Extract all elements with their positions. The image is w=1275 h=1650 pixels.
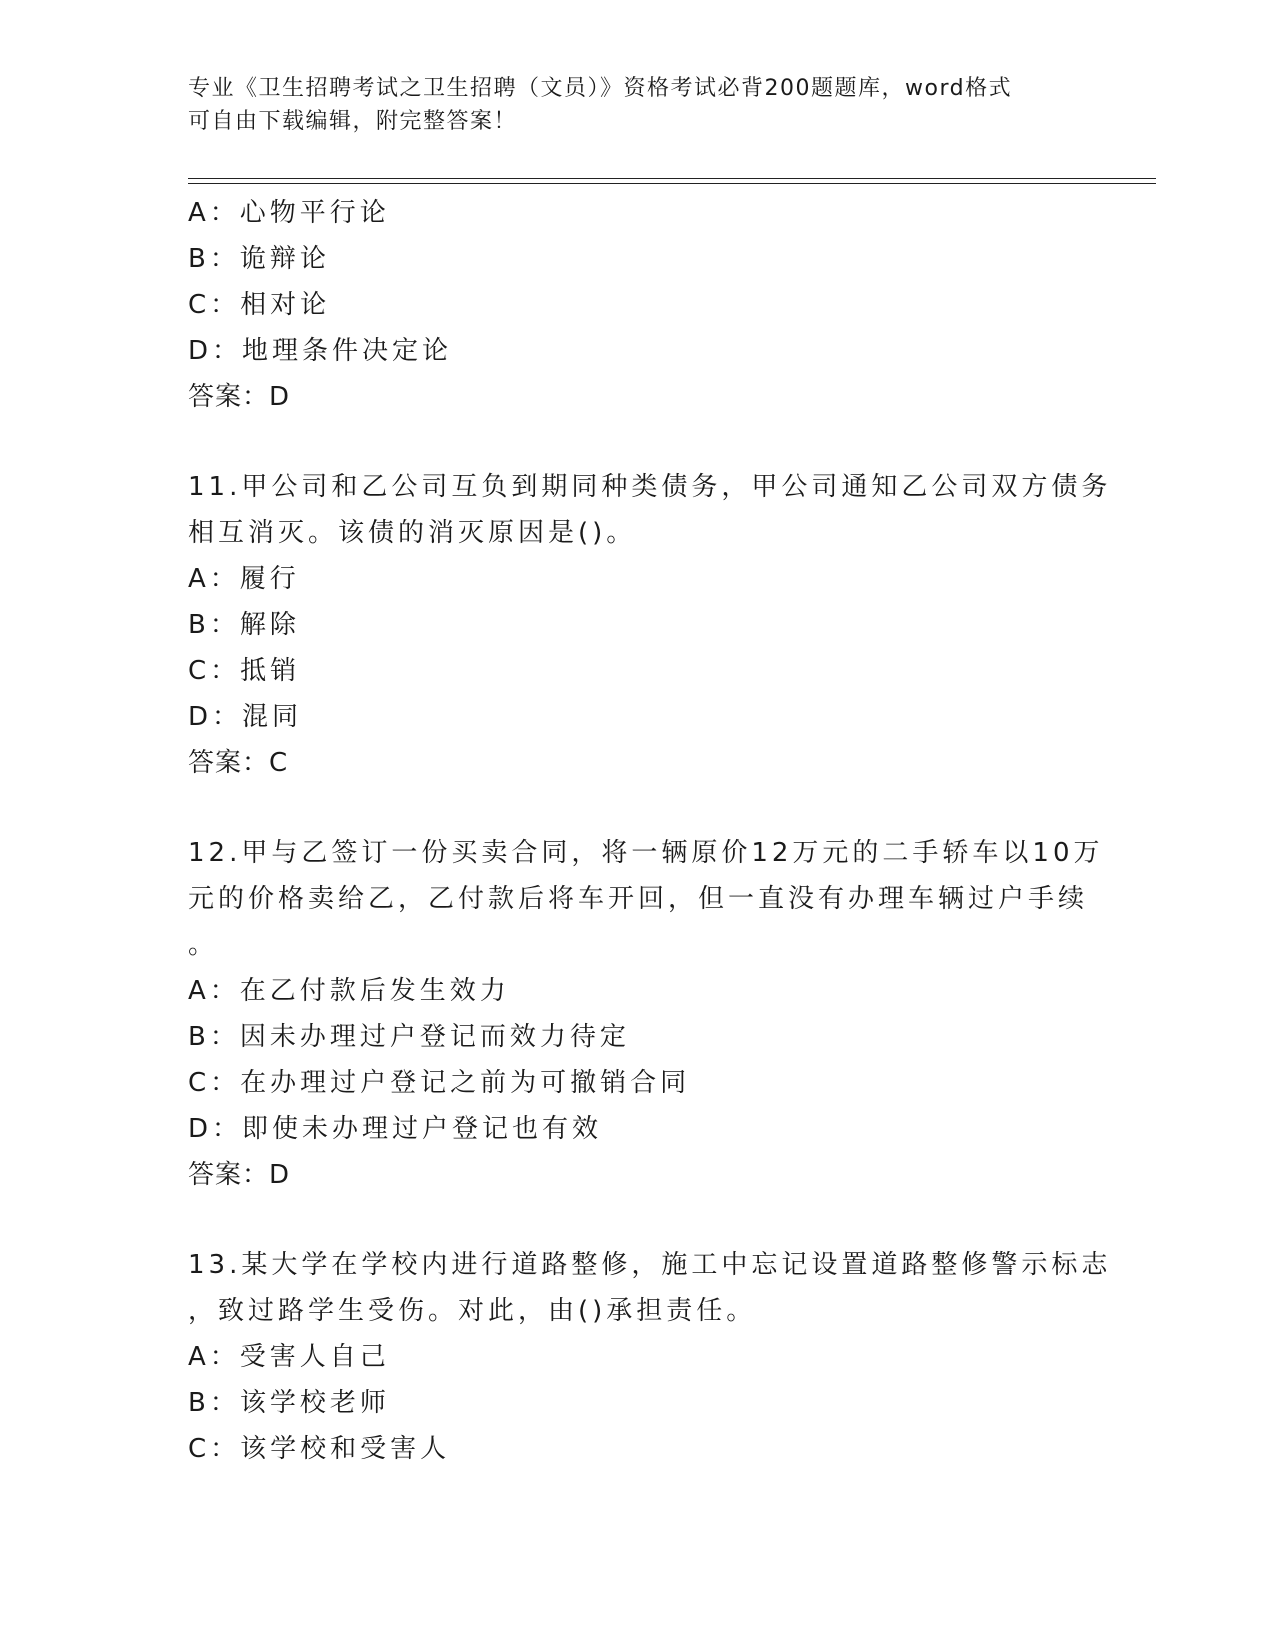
- spacer: [188, 420, 1088, 464]
- option-a: A：在乙付款后发生效力: [188, 976, 510, 1006]
- option-a: A：履行: [188, 564, 300, 594]
- option-b: B：解除: [188, 610, 300, 640]
- option-d: D：地理条件决定论: [188, 336, 453, 366]
- option-d: D：即使未办理过户登记也有效: [188, 1114, 603, 1144]
- answer-line: 答案：D: [188, 382, 291, 412]
- question-stem-line: 11.甲公司和乙公司互负到期同种类债务，甲公司通知乙公司双方债务: [188, 472, 1112, 502]
- header-divider-bottom: [188, 183, 1156, 184]
- header-line-2: 可自由下载编辑，附完整答案！: [188, 109, 518, 134]
- option-c: C：在办理过户登记之前为可撤销合同: [188, 1068, 691, 1098]
- question-11: [188, 464, 1112, 786]
- header-divider-top: [188, 178, 1156, 179]
- option-c: C：抵销: [188, 656, 301, 686]
- question-stem-line: 13.某大学在学校内进行道路整修，施工中忘记设置道路整修警示标志: [188, 1250, 1112, 1280]
- question-stem-line: 相互消灭。该债的消灭原因是()。: [188, 518, 637, 548]
- option-c: C：该学校和受害人: [188, 1434, 451, 1464]
- option-b: B：诡辩论: [188, 244, 330, 274]
- question-13: [188, 1242, 1112, 1472]
- option-b: B：该学校老师: [188, 1388, 390, 1418]
- question-10: [188, 190, 1088, 420]
- option-c: C：相对论: [188, 290, 331, 320]
- question-12: [188, 830, 1104, 1198]
- spacer: [188, 786, 1088, 830]
- answer-line: 答案：C: [188, 748, 289, 778]
- question-list: [188, 190, 1112, 1472]
- question-stem-line: 。: [188, 930, 219, 960]
- question-stem-line: 12.甲与乙签订一份买卖合同，将一辆原价12万元的二手轿车以10万: [188, 838, 1104, 868]
- spacer: [188, 1198, 1088, 1242]
- question-stem-line: ，致过路学生受伤。对此，由()承担责任。: [188, 1296, 757, 1326]
- question-stem-line: 元的价格卖给乙，乙付款后将车开回，但一直没有办理车辆过户手续: [188, 884, 1089, 914]
- option-a: A：心物平行论: [188, 198, 390, 228]
- option-d: D：混同: [188, 702, 303, 732]
- option-b: B：因未办理过户登记而效力待定: [188, 1022, 630, 1052]
- header-line-1: 专业《卫生招聘考试之卫生招聘（文员）》资格考试必背200题题库，word格式: [188, 76, 1013, 101]
- option-a: A：受害人自己: [188, 1342, 390, 1372]
- document-header: [188, 72, 1068, 138]
- answer-line: 答案：D: [188, 1160, 291, 1190]
